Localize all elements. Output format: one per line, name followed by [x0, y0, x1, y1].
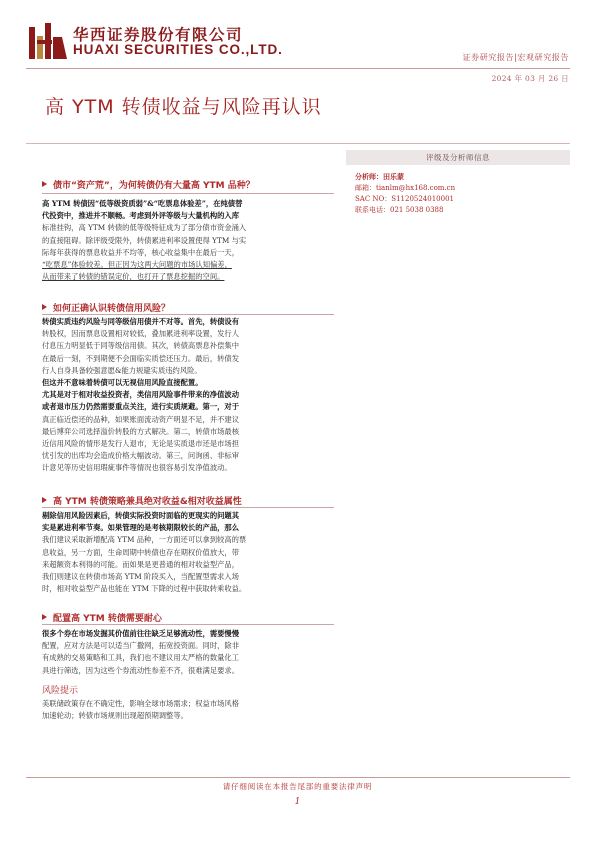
title-divider	[26, 143, 570, 144]
triangle-bullet-icon	[42, 181, 47, 187]
section-divider	[42, 314, 334, 315]
header-divider	[26, 68, 570, 69]
report-type: 证券研究报告|宏观研究报告	[462, 53, 569, 62]
section-divider	[42, 193, 334, 194]
triangle-bullet-icon	[42, 304, 47, 310]
section-heading: 配置高 YTM 转债需要耐心	[42, 611, 332, 624]
section-heading: 债市“资产荒”，为何转债仍有大量高 YTM 品种？	[42, 178, 332, 191]
section-heading: 高 YTM 转债策略兼具绝对收益&相对收益属性	[42, 494, 332, 507]
section-body: 高 YTM 转债因“低等级资质弱”&“吃票息体验差”，在纯债替 代投资中，推进并不顺畅。考虑到外评等级与大量机构的入库 标准挂钩，高 YTM 转债的低等级特征成为了部分债市资金涌入 的直接阻碍。除评级受限外，转债累进利率设置使得 YTM 与实 际每年获得的票息收益并不均等，核心收益集中在最后一天， “吃票息”体验较差。但正因为这两大问题的市场认知偏差， 从而带来了转债的错误定价，也打开了票息挖掘的空间。	[42, 199, 247, 282]
report-date: 2024 年 03 月 26 日	[491, 74, 569, 83]
risk-body: 美联储政策存在不确定性，影响全球市场需求；权益市场风格 加速轮动；转债市场规则出现超预期调整等。	[42, 699, 240, 721]
company-name-cn: 华西证券股份有限公司	[73, 26, 244, 44]
section-divider	[42, 624, 334, 625]
page-title: 高 YTM 转债收益与风险再认识	[45, 96, 322, 118]
section-body: 很多个券在市场发掘其价值前往往缺乏足够流动性，需要慢慢 配置，应对方法是可以适当广撒网，拓宽投资面。同时，除非 有成熟的交易策略和工具，我们也不建议用太严格的数量化工 具进行筛选，因为这些个券流动性参差不齐，很难满足要求。	[42, 629, 240, 675]
section-divider	[42, 507, 334, 508]
analyst-phone: 联系电话：021 5038 0388	[355, 206, 444, 214]
page-number: 1	[294, 797, 301, 807]
risk-heading: 风险提示	[42, 686, 79, 696]
legal-disclaimer-link[interactable]: 请仔细阅读在本报告尾部的重要法律声明	[222, 782, 373, 791]
triangle-bullet-icon	[42, 497, 47, 503]
analyst-email[interactable]: 邮箱：tianlm@hx168.com.cn	[355, 184, 456, 192]
analyst-name: 分析师：田乐蒙	[355, 172, 404, 181]
company-name-en: HUAXI SECURITIES CO.,LTD.	[73, 42, 283, 57]
section-heading: 如何正确认识转债信用风险？	[42, 301, 332, 314]
huaxi-logo-icon	[28, 21, 68, 61]
triangle-bullet-icon	[42, 614, 47, 620]
section-body: 剔除信用风险因素后，转债实际投资时面临的更现实的问题其 实是累进利率节奏。如果管理的是考核期限较长的产品，那么 我们建议采取新增配高 YTM 品种，一方面还可以拿到较高的票 息收益，另一方面，生命周期中转债也存在期权价值放大，带 来超额资本利得的可能。而如果是更普通的相对收益型产品， 我们则建议在转债市场高 YTM 阶段买入，当配置型需求入场 时，相对收益型产品也能在 YTM 下降的过程中获取转乘收益。	[42, 511, 247, 594]
analyst-panel-title: 评级及分析师信息	[426, 153, 490, 162]
footer-divider	[26, 777, 570, 778]
analyst-sac: SAC NO：S1120524010001	[355, 195, 454, 203]
section-body: 转债实质违约风险与同等级信用债并不对等。首先，转债设有 转股权，因而票息设置相对较低，叠加累进利率设置，发行人 付息压力明显低于同等级信用债。其次，转债高票息补偿集中 在最后一刻，不到期便不会面临实质偿还压力。最后，转债发 行人自身具备较强意愿&能力规避实质违约风险。 但这并不意味着转债可以无视信用风险直接配置。 尤其是对于相对收益投资者，类信用风险事件带来的净值波动 或者退市压力仍然需要重点关注，进行实质规避。第一，对于 真正临近偿还的品种，如果账面流动资产明显不足，并不建议 最后博弈公司选择溢价转股的方式解决。第二，转债市场最核 近信用风险的情形是发行人退市，无论是实质退市还是市场担 忧引发的出库均会造成价格大幅波动。第三，问询函、非标审 计意见等历史信用瑕疵事件等情况也很容易引发净值波动。	[42, 317, 240, 473]
